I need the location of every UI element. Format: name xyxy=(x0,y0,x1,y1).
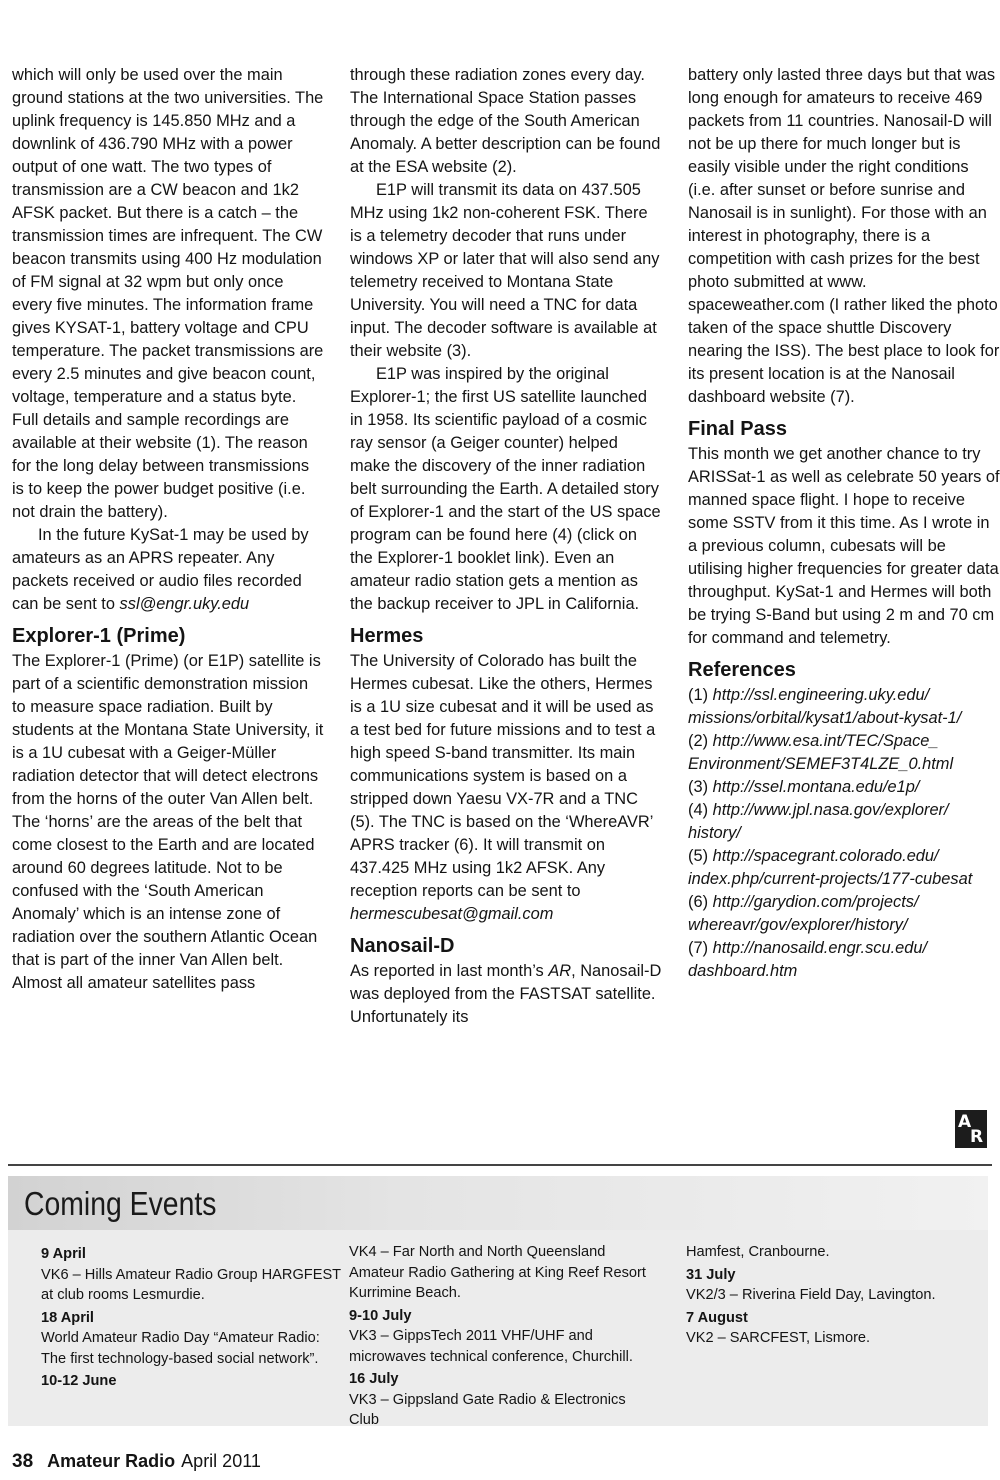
section-heading-explorer: Explorer-1 (Prime) xyxy=(12,625,186,647)
reference-item: (4) http://www.jpl.nasa.gov/explorer/ history/ xyxy=(688,801,949,842)
amateur-radio-logo: A R xyxy=(955,1110,987,1148)
event-description: Hamfest, Cranbourne. xyxy=(686,1244,830,1260)
event-description: VK2 – SARCFEST, Lismore. xyxy=(686,1330,871,1346)
reference-link[interactable]: http://www.esa.int/TEC/Space_ Environment/SEMEF3T4LZE_0.html xyxy=(688,732,954,773)
page-number: 38 xyxy=(12,1451,34,1472)
reference-link[interactable]: http://nanosaild.engr.scu.edu/ dashboard.htm xyxy=(688,939,928,980)
article-column-2 xyxy=(350,64,662,1029)
events-column-1 xyxy=(41,1242,341,1392)
paragraph: This month we get another chance to try ARISSat-1 as well as celebrate 50 years of manned space flight. I hope to receive some SSTV from it this time. As I wrote in a previous column, cubesats will be utilising higher frequencies for greater data throughput. KySat-1 and Hermes will both be trying S-Band but using 2 m and 70 cm for command and telemetry. xyxy=(688,445,1000,647)
paragraph: which will only be used over the main ground stations at the two universities. The uplink frequency is 145.850 MHz and a downlink of 436.790 MHz with a power output of one watt. The two types of transmission are a CW beacon and 1k2 AFSK packet. But there is a catch – the transmission times are infrequent. The CW beacon transmits using 400 Hz modulation of FM signal at 32 wpm but only once every five minutes. The information frame gives KYSAT-1, battery voltage and CPU temperature. The packet transmissions are every 2.5 minutes and give beacon count, voltage, temperature and a status byte. Full details and sample recordings are available at their website (1). The reason for the long delay between transmissions is to keep the power budget positive (i.e. not drain the battery). xyxy=(12,66,324,521)
paragraph: E1P will transmit its data on 437.505 MHz using 1k2 non-coherent FSK. There is a telemetry decoder that runs under windows XP or later that will also send any telemetry received to Montana State University. You will need a TNC for data input. The decoder software is available at their website (3). xyxy=(350,181,660,360)
reference-link[interactable]: http://www.jpl.nasa.gov/explorer/ history/ xyxy=(688,801,949,842)
reference-link[interactable]: http://ssl.engineering.uky.edu/ missions/orbital/kysat1/about-kysat-1/ xyxy=(688,686,962,727)
event-description: VK3 – GippsTech 2011 VHF/UHF and microwaves technical conference, Churchill. xyxy=(349,1328,633,1365)
paragraph: battery only lasted three days but that was long enough for amateurs to receive 469 packets from 11 countries. Nanosail-D will not be up there for much longer but is easily visible under the right conditions (i.e. after sunset or before sunrise and Nanosail is in sunlight). For those with an interest in photography, there is a competition with cash prizes for the best photo submitted at www. spaceweather.com (I rather liked the photo taken of the space shuttle Discovery nearing the ISS). The best place to look for its present location is at the Nanosail dashboard website (7). xyxy=(688,66,1000,406)
section-heading-hermes: Hermes xyxy=(350,625,424,647)
paragraph: The University of Colorado has built the Hermes cubesat. Like the others, Hermes is a 1U size cubesat and it will be used as a test bed for future missions and to test a high speed S-band transmitter. Its main communications system is based on a stripped down Yaesu VX-7R and a TNC (5). The TNC is based on the ‘WhereAVR’ APRS tracker (6). It will transmit on 437.425 MHz using 1k2 AFSK. Any reception reports can be sent to hermescubesat@gmail.com xyxy=(350,652,656,923)
email-text: ssl@engr.uky.edu xyxy=(119,595,250,613)
paragraph: In the future KySat-1 may be used by amateurs as an APRS repeater. Any packets received or audio files recorded can be sent to ssl@engr.uky.edu xyxy=(12,526,309,613)
section-heading-nanosail: Nanosail-D xyxy=(350,935,455,957)
article-column-1 xyxy=(12,64,324,995)
magazine-name: Amateur Radio xyxy=(47,1451,176,1471)
email-text: hermescubesat@gmail.com xyxy=(350,905,554,923)
reference-item: (6) http://garydion.com/projects/ whereavr/gov/explorer/history/ xyxy=(688,893,919,934)
event-date: 9 April xyxy=(41,1246,86,1262)
reference-link[interactable]: http://ssel.montana.edu/e1p/ xyxy=(712,778,920,796)
event-description: VK6 – Hills Amateur Radio Group HARGFEST at club rooms Lesmurdie. xyxy=(41,1266,341,1303)
reference-item: (7) http://nanosaild.engr.scu.edu/ dashboard.htm xyxy=(688,939,928,980)
references-list xyxy=(688,684,1000,983)
section-divider xyxy=(8,1164,992,1166)
reference-item: (1) http://ssl.engineering.uky.edu/ missions/orbital/kysat1/about-kysat-1/ xyxy=(688,686,962,727)
event-date: 18 April xyxy=(41,1309,94,1326)
event-description: VK3 – Gippsland Gate Radio & Electronics Club xyxy=(349,1391,626,1428)
event-date: 31 July xyxy=(686,1266,736,1283)
reference-item: (2) http://www.esa.int/TEC/Space_ Environment/SEMEF3T4LZE_0.html xyxy=(688,732,954,773)
events-column-3 xyxy=(686,1242,986,1349)
event-date: 7 August xyxy=(686,1309,748,1326)
event-date: 10-12 June xyxy=(41,1373,117,1389)
event-description: VK2/3 – Riverina Field Day, Lavington. xyxy=(686,1287,936,1303)
event-description: World Amateur Radio Day “Amateur Radio: The first technology-based social network”. xyxy=(41,1330,320,1367)
coming-events-title: Coming Events xyxy=(24,1185,217,1222)
paragraph: The Explorer-1 (Prime) (or E1P) satellite is part of a scientific demonstration mission to measure space radiation. Built by students at the Montana State University, it is a 1U cubesat with a Geiger-Müller radiation detector that will detect electrons from the horns of the outer Van Allen belt. The ‘horns’ are the areas of the belt that come closest to the Earth and are located around 60 degrees latitude. Not to be confused with the ‘South American Anomaly’ which is an intense zone of radiation over the southern Atlantic Ocean that is part of the inner Van Allen belt. Almost all amateur satellites pass xyxy=(12,652,324,992)
reference-link[interactable]: http://spacegrant.colorado.edu/ index.php/current-projects/177-cubesat xyxy=(688,847,973,888)
section-heading-references: References xyxy=(688,659,796,681)
coming-events-banner xyxy=(8,1176,988,1230)
issue-date: April 2011 xyxy=(181,1451,261,1471)
paragraph: As reported in last month’s AR, Nanosail-D was deployed from the FASTSAT satellite. Unfortunately its xyxy=(350,962,662,1026)
paragraph: E1P was inspired by the original Explorer-1; the first US satellite launched in 1958. Its scientific payload of a cosmic ray sensor (a Geiger counter) helped make the discovery of the inner radiation belt surrounding the Earth. A detailed story of Explorer-1 and the start of the US space program can be found here (4) (click on the Explorer-1 booklet link). Even an amateur radio station gets a mention as the backup receiver to JPL in California. xyxy=(350,365,661,613)
section-heading-final-pass: Final Pass xyxy=(688,418,787,440)
reference-item: (5) http://spacegrant.colorado.edu/ index.php/current-projects/177-cubesat xyxy=(688,847,973,888)
event-description: VK4 – Far North and North Queensland Amateur Radio Gathering at King Reef Resort Kurrimine Beach. xyxy=(349,1244,646,1301)
page-footer xyxy=(12,1448,261,1475)
paragraph: through these radiation zones every day. The International Space Station passes through the edge of the South American Anomaly. A better description can be found at the ESA website (2). xyxy=(350,66,661,176)
event-date: 9-10 July xyxy=(349,1307,412,1324)
reference-link[interactable]: http://garydion.com/projects/ whereavr/gov/explorer/history/ xyxy=(688,893,919,934)
reference-item: (3) http://ssel.montana.edu/e1p/ xyxy=(688,778,920,796)
events-column-2 xyxy=(349,1242,649,1431)
event-date: 16 July xyxy=(349,1371,399,1387)
article-column-3 xyxy=(688,64,1000,983)
